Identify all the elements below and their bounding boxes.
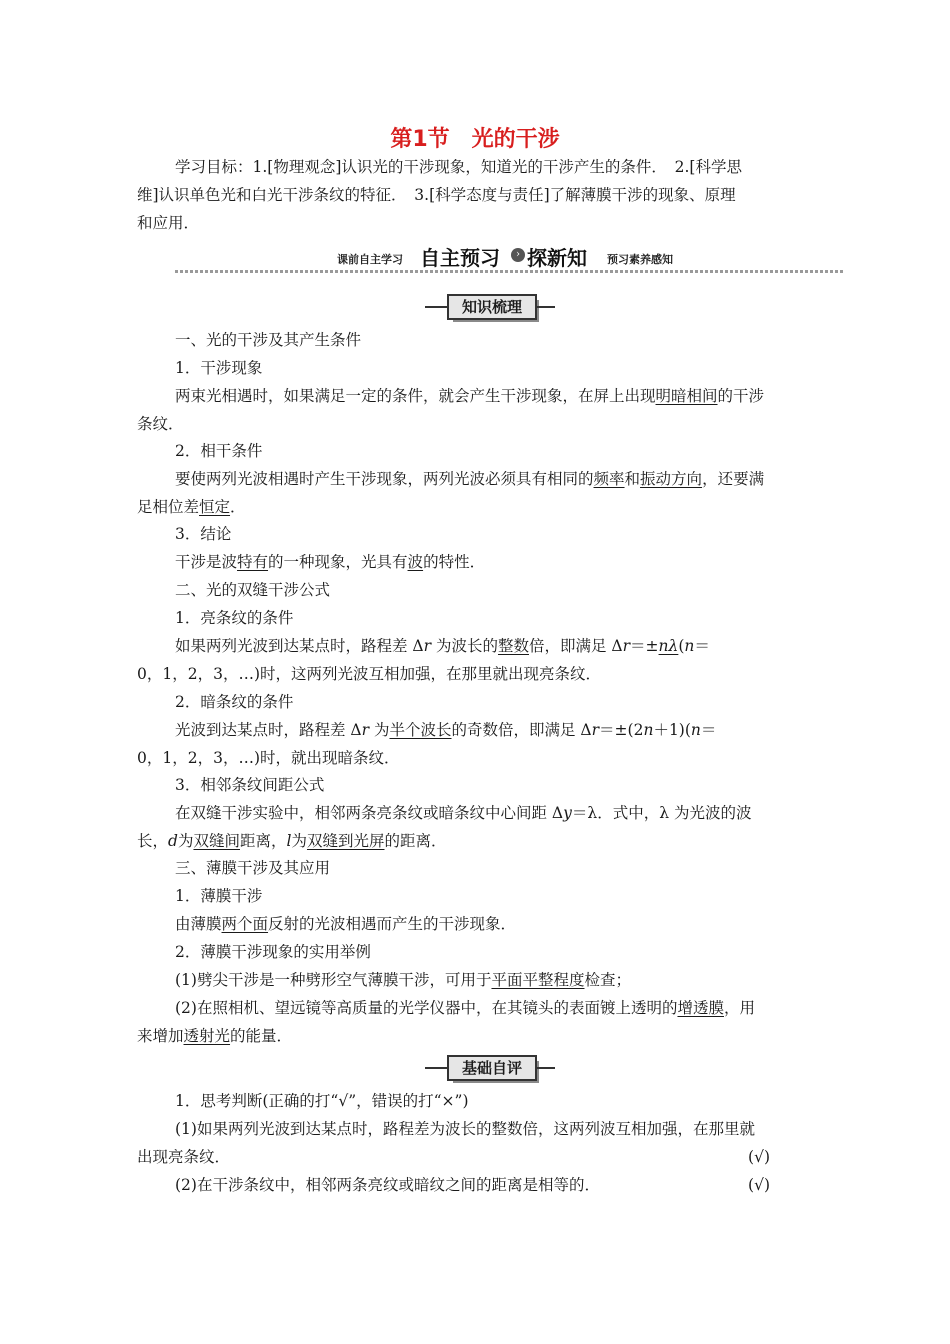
answer-blank: 平面平整程度 xyxy=(491,971,585,989)
subheading-3-1: 1．薄膜干涉 xyxy=(175,887,263,905)
subheading-2-1: 1．亮条纹的条件 xyxy=(175,609,294,627)
paragraph: 光波到达某点时，路程差 Δr 为半个波长的奇数倍，即满足 Δr＝±(2n＋1)(n＝ xyxy=(175,721,717,739)
paragraph: 在双缝干涉实验中，相邻两条亮条纹或暗条纹中心间距 Δy＝λ．式中，λ 为光波的波 xyxy=(175,804,752,822)
answer-mark: (√) xyxy=(748,1148,770,1166)
heading-3: 三、薄膜干涉及其应用 xyxy=(175,859,331,877)
answer-blank: 明暗相间 xyxy=(655,387,718,405)
answer-blank: nλ xyxy=(658,637,679,655)
paragraph: 如果两列光波到达某点时，路程差 Δr 为波长的整数倍，即满足 Δr＝±nλ(n＝ xyxy=(175,637,710,655)
subheading-1-3: 3．结论 xyxy=(175,525,232,543)
banner-divider xyxy=(175,270,843,273)
answer-blank: 双缝到光屏 xyxy=(306,832,385,850)
question-1-item-1: (1)如果两列光波到达某点时，路程差为波长的整数倍，这两列波互相加强，在那里就 xyxy=(175,1120,755,1138)
banner-main-left: 自主预习 xyxy=(420,246,500,270)
paragraph: 要使两列光波相遇时产生干涉现象，两列光波必须具有相同的频率和振动方向，还要满 xyxy=(175,470,765,488)
paragraph: (1)劈尖干涉是一种劈形空气薄膜干涉，可用于平面平整程度检查； xyxy=(175,971,631,989)
subheading-1-2: 2．相干条件 xyxy=(175,442,263,460)
answer-blank: 增透膜 xyxy=(677,999,724,1017)
objectives-line-1: 学习目标：1.[物理观念]认识光的干涉现象，知道光的干涉产生的条件． 2.[科学思 xyxy=(175,158,742,176)
subheading-1-1: 1．干涉现象 xyxy=(175,359,263,377)
objectives-line-2: 维]认识单色光和白光干涉条纹的特征． 3.[科学态度与责任]了解薄膜干涉的现象、原理 xyxy=(137,186,736,204)
answer-blank: 波 xyxy=(407,553,424,571)
paragraph-continued: 足相位差恒定． xyxy=(137,498,246,516)
heading-2: 二、光的双缝干涉公式 xyxy=(175,581,331,599)
paragraph-continued: 条纹． xyxy=(137,415,184,433)
page-title: 第1节 光的干涉 xyxy=(390,127,560,152)
banner-left-caption: 课前自主学习 xyxy=(337,253,403,266)
answer-blank: 双缝间 xyxy=(193,832,240,850)
question-1-item-2: (2)在干涉条纹中，相邻两条亮纹或暗纹之间的距离是相等的． (√) xyxy=(175,1171,813,1199)
objectives-line-3: 和应用． xyxy=(137,214,200,232)
paragraph-continued: 来增加透射光的能量． xyxy=(137,1027,293,1045)
subheading-2-3: 3．相邻条纹间距公式 xyxy=(175,776,325,794)
section-banner xyxy=(175,242,843,274)
paragraph-continued: 0，1，2，3，…)时，就出现暗条纹． xyxy=(137,749,400,767)
paragraph-continued: 长，d为双缝间距离，l为双缝到光屏的距离． xyxy=(137,832,447,850)
answer-blank: 整数 xyxy=(497,637,529,655)
paragraph: 干涉是波特有的一种现象，光具有波的特性． xyxy=(175,553,486,571)
banner-main-right: 探新知 xyxy=(527,246,587,270)
answer-blank: 半个波长 xyxy=(389,721,452,739)
section-heading-knowledge xyxy=(425,294,555,320)
banner-right-caption: 预习素养感知 xyxy=(607,253,673,266)
answer-blank: 频率 xyxy=(593,470,625,488)
answer-mark: (√) xyxy=(748,1176,770,1194)
section-heading-self-check xyxy=(425,1055,555,1081)
subheading-2-2: 2．暗条纹的条件 xyxy=(175,693,294,711)
section-heading-label: 基础自评 xyxy=(447,1055,537,1081)
answer-blank: 两个面 xyxy=(221,915,269,933)
answer-blank: 恒定 xyxy=(199,498,231,516)
question-1-item-1-continued: 出现亮条纹． (√) xyxy=(137,1143,813,1171)
paragraph-continued: 0，1，2，3，…)时，这两列光波互相加强，在那里就出现亮条纹． xyxy=(137,665,601,683)
paragraph: (2)在照相机、望远镜等高质量的光学仪器中，在其镜头的表面镀上透明的增透膜，用 xyxy=(175,999,755,1017)
paragraph: 由薄膜两个面反射的光波相遇而产生的干涉现象． xyxy=(175,915,517,933)
answer-blank: 振动方向 xyxy=(640,470,703,488)
paragraph: 两束光相遇时，如果满足一定的条件，就会产生干涉现象，在屏上出现明暗相间的干涉 xyxy=(175,387,765,405)
subheading-3-2: 2．薄膜干涉现象的实用举例 xyxy=(175,943,371,961)
answer-blank: 特有 xyxy=(237,553,269,571)
heading-1: 一、光的干涉及其产生条件 xyxy=(175,331,362,349)
section-heading-label: 知识梳理 xyxy=(447,294,537,320)
question-1: 1．思考判断(正确的打“√”，错误的打“×”) xyxy=(175,1092,469,1110)
answer-blank: 透射光 xyxy=(183,1027,231,1045)
chevron-right-icon: › xyxy=(511,248,525,262)
